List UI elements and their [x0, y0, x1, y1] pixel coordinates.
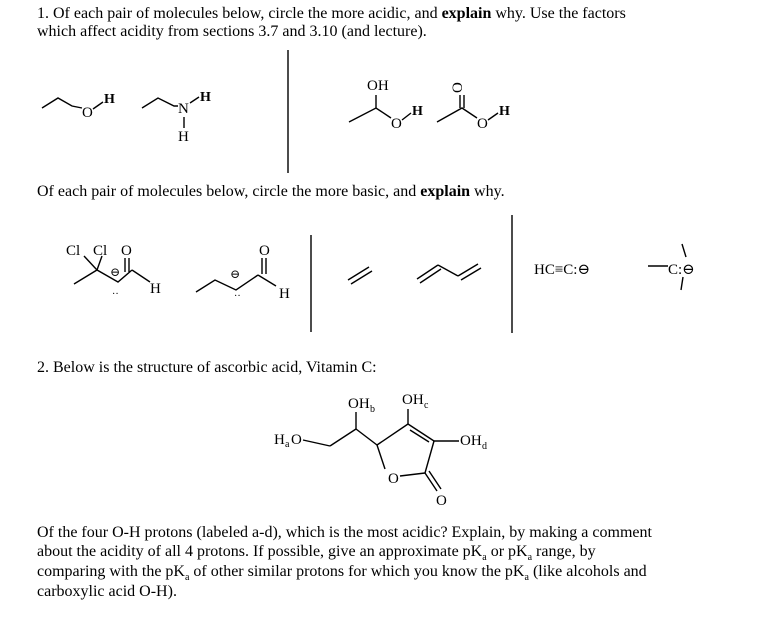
aldehyde1-h-label: H — [150, 281, 161, 297]
alcohol-o-label: O — [391, 116, 402, 132]
q2-p2-post: range, by — [532, 543, 596, 560]
ascorbic-acid-structure — [274, 392, 487, 509]
q1-line1-bold: explain — [441, 5, 492, 22]
vc-ohb-label: OH — [348, 396, 370, 412]
ethylene-structure — [348, 267, 372, 284]
dichloro-carbanion-structure — [66, 243, 161, 300]
vc-carbonyl-o-label: O — [436, 493, 447, 509]
cl1-label: Cl — [66, 243, 81, 259]
acid-carbonyl-o-label: O — [450, 82, 466, 93]
carbonyl1-o-label: O — [121, 243, 132, 259]
q1-line1-pre: 1. Of each pair of molecules below, circle the more acidic, and — [37, 5, 442, 22]
q1-basic-bold: explain — [420, 183, 471, 200]
carbonyl2-o-label: O — [259, 243, 270, 259]
vc-hao-h: H — [274, 432, 285, 448]
ethanol-o-label: O — [82, 105, 93, 121]
acetylide-label: HC≡C:⊖ — [534, 262, 591, 278]
carbanion-structure — [196, 243, 290, 302]
vc-ohd-sub: d — [482, 441, 487, 452]
q2-p3-pre: comparing with the pK — [37, 563, 185, 580]
q1-line1-post: why. Use the factors — [491, 5, 626, 22]
vc-ohd-label: OH — [460, 433, 482, 449]
carbanion-c-label: C:⊖ — [668, 262, 695, 278]
vc-ring-o-label: O — [388, 471, 399, 487]
cl2-label: Cl — [93, 243, 108, 259]
ethylamine-structure — [142, 90, 211, 145]
q2-p2-pre: about the acidity of all 4 protons. If possible, give an approximate pK — [37, 543, 483, 560]
aldehyde2-h-label: H — [279, 286, 290, 302]
carbanion1-lone-pair: ·· — [112, 289, 119, 300]
ethanol-structure — [42, 92, 115, 121]
q2-p2-mid: or pK — [486, 543, 528, 560]
alcohol-oh-label: OH — [367, 78, 389, 94]
ethylamine-h-label: H — [200, 90, 211, 105]
pka-sub: a — [527, 552, 533, 564]
q2-p1: Of the four O-H protons (labeled a-d), which is the most acidic? Explain, by making a comment — [37, 524, 652, 541]
acid-h-label: H — [499, 104, 510, 119]
ethanol-h-label: H — [104, 92, 115, 107]
ethylamine-n-label: N — [178, 101, 189, 117]
vc-hao-o: O — [291, 432, 302, 448]
vc-ohc-sub: c — [424, 400, 429, 411]
tert-butyl-carbanion-structure — [648, 244, 695, 290]
q1-basic-post: why. — [470, 183, 505, 200]
vc-ohc-label: OH — [402, 392, 424, 408]
q1-line2: which affect acidity from sections 3.7 and 3.10 (and lecture). — [37, 23, 427, 40]
diene-structure — [417, 264, 481, 283]
carboxylic-acid-structure — [437, 82, 510, 132]
q2-p3-post: of other similar protons for which you know the pK — [189, 563, 525, 580]
vc-hao-sub: a — [285, 439, 290, 450]
vc-ohb-sub: b — [370, 404, 375, 415]
carbanion2-lone-pair: ·· — [234, 291, 241, 302]
pka-sub: a — [524, 572, 529, 584]
pka-sub: a — [482, 552, 487, 564]
q2-p4: carboxylic acid O-H). — [37, 583, 177, 600]
acid-o-label: O — [477, 116, 488, 132]
alcohol-h-label: H — [412, 104, 423, 119]
carbanion2-minus: ⊖ — [230, 267, 241, 281]
q2-p3-end: (like alcohols and — [528, 563, 647, 580]
alcohol-structure — [349, 78, 423, 132]
pka-sub: a — [184, 572, 190, 584]
q2-title: 2. Below is the structure of ascorbic acid, Vitamin C: — [37, 359, 377, 376]
q1-basic-pre: Of each pair of molecules below, circle the more basic, and — [37, 183, 421, 200]
ethylamine-h2-label: H — [178, 129, 189, 145]
carbanion1-minus: ⊖ — [110, 265, 121, 279]
